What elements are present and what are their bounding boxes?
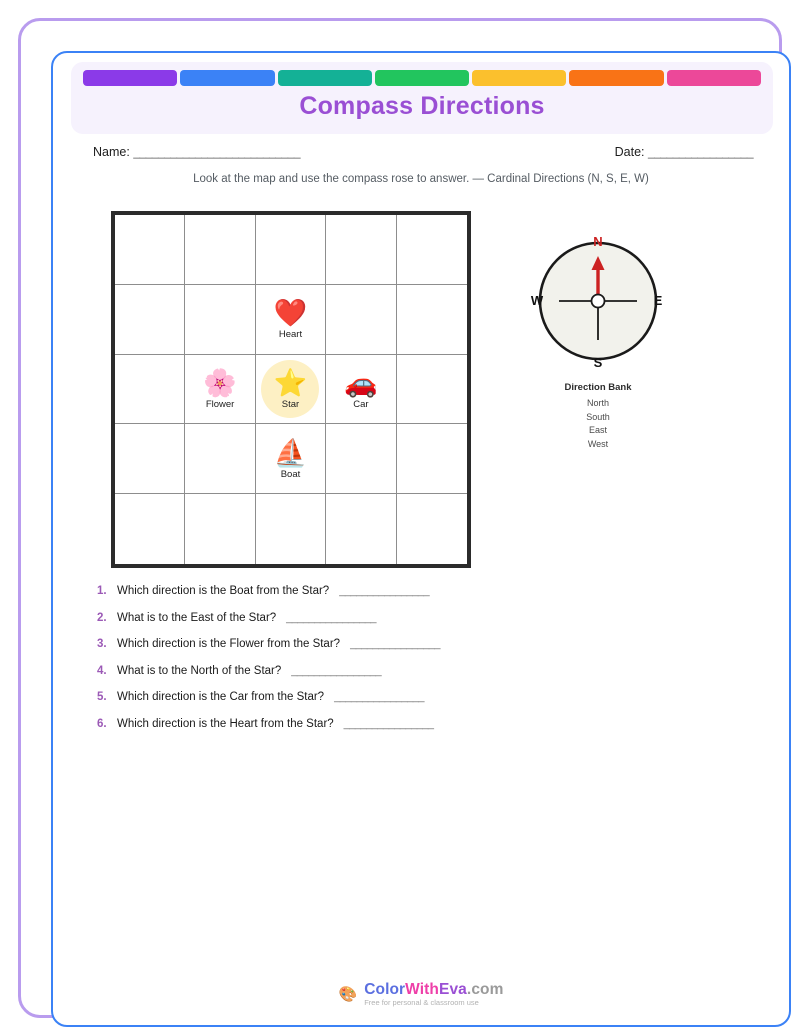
question-text: What is to the North of the Star? [117, 664, 282, 677]
map-cell-empty [185, 424, 255, 494]
map-cell-empty [326, 285, 396, 355]
answer-blank[interactable]: ________________ [286, 611, 377, 624]
question-text: Which direction is the Boat from the Star? [117, 585, 330, 597]
question-number: 6. [97, 717, 107, 730]
brand-part-color: Color [364, 980, 406, 998]
header-banner [71, 62, 773, 134]
direction-bank-item-north: North [586, 398, 609, 408]
direction-bank-list [508, 397, 688, 451]
compass-label-north: N [593, 234, 603, 249]
color-strip-segment-5 [472, 70, 566, 86]
question-number: 2. [97, 611, 107, 624]
question-item [97, 665, 737, 677]
map-cell-star [256, 355, 326, 425]
map-item-label: Boat [280, 468, 301, 480]
date-label: Date: [614, 145, 645, 159]
compass-rose [530, 234, 663, 370]
heart-icon: ❤️ [273, 298, 308, 329]
direction-bank-item-east: East [588, 425, 607, 435]
map-cell-boat [256, 424, 326, 494]
map-cell-empty [397, 355, 467, 425]
map-cell-empty [185, 215, 255, 285]
map-cell-empty [115, 494, 185, 564]
map-item-label: Flower [205, 398, 235, 410]
map-cell-empty [326, 424, 396, 494]
compass-label-south: S [593, 355, 603, 370]
question-item [97, 691, 737, 703]
color-strip [83, 70, 761, 86]
map-cell-empty [115, 215, 185, 285]
answer-blank[interactable]: ________________ [343, 717, 434, 730]
map-cell-empty [397, 424, 467, 494]
map-cell-empty [115, 424, 185, 494]
worksheet-outer-border [18, 18, 782, 1018]
map-cell-empty [326, 494, 396, 564]
map-cell-car [326, 355, 396, 425]
map-cell-empty [115, 285, 185, 355]
answer-blank[interactable]: ________________ [339, 585, 430, 597]
answer-blank[interactable]: ________________ [350, 638, 440, 650]
answer-blank[interactable]: ________________ [334, 691, 424, 703]
color-strip-segment-7 [667, 70, 761, 86]
brand-block [364, 982, 503, 1007]
map-grid [111, 211, 471, 568]
map-item-label: Car [353, 398, 369, 410]
color-strip-segment-1 [83, 70, 177, 86]
color-strip-segment-6 [569, 70, 663, 86]
question-number: 5. [97, 691, 107, 703]
question-number: 4. [97, 664, 107, 677]
footer [53, 982, 789, 1007]
map-cell-empty [185, 494, 255, 564]
question-item [97, 638, 737, 650]
color-strip-segment-3 [278, 70, 372, 86]
color-strip-segment-2 [180, 70, 274, 86]
map-cell-empty [256, 494, 326, 564]
question-text: What is to the East of the Star? [117, 611, 277, 624]
direction-bank [508, 382, 688, 451]
brand-part-domain: .com [466, 980, 504, 998]
compass-label-east: E [653, 293, 663, 308]
map-cell-empty [397, 285, 467, 355]
answer-blank[interactable]: ________________ [291, 664, 382, 677]
map-cell-flower [185, 355, 255, 425]
compass-panel [508, 234, 688, 451]
boat-icon: ⛵ [273, 437, 308, 468]
name-date-row [93, 145, 753, 159]
flower-icon: 🌸 [203, 367, 237, 398]
question-item [97, 612, 737, 624]
map-cell-empty [185, 285, 255, 355]
date-blank-rule: _________________ [648, 145, 753, 159]
map-cell-heart [256, 285, 326, 355]
map-item-label: Heart [278, 329, 303, 341]
map-item-label: Star [281, 398, 300, 410]
page-title: Compass Directions [299, 92, 545, 120]
map-cell-empty [326, 215, 396, 285]
question-item [97, 585, 737, 597]
star-icon: ⭐ [273, 367, 308, 398]
car-icon: 🚗 [344, 367, 378, 398]
date-field[interactable] [615, 145, 753, 159]
brand-part-eva: Eva [439, 980, 467, 998]
direction-bank-item-west: West [587, 438, 609, 449]
palette-icon: 🎨 [338, 985, 358, 1003]
name-blank-rule: ___________________________ [133, 145, 301, 159]
question-list [97, 585, 737, 744]
question-text: Which direction is the Flower from the Star? [117, 638, 341, 650]
question-item [97, 718, 737, 730]
direction-bank-title: Direction Bank [564, 382, 632, 393]
direction-bank-item-south: South [586, 411, 610, 422]
question-text: Which direction is the Heart from the Star? [117, 717, 334, 730]
map-cell-empty [397, 215, 467, 285]
question-text: Which direction is the Car from the Star? [117, 691, 325, 703]
map-cell-empty [397, 494, 467, 564]
name-label: Name: [93, 145, 130, 159]
question-number: 1. [97, 585, 107, 597]
compass-rose-svg [535, 238, 661, 364]
instructions-text: Look at the map and use the compass rose to answer. — Cardinal Directions (N, S, E, W) [193, 173, 649, 185]
question-number: 3. [97, 638, 107, 650]
map-cell-empty [115, 355, 185, 425]
compass-label-west: W [530, 293, 544, 308]
brand-name [364, 982, 503, 998]
color-strip-segment-4 [375, 70, 469, 86]
worksheet-inner-border [51, 51, 791, 1027]
name-field[interactable] [93, 145, 300, 159]
brand-tagline: Free for personal & classroom use [364, 998, 479, 1008]
brand-part-with: With [405, 980, 440, 998]
map-cell-empty [256, 215, 326, 285]
